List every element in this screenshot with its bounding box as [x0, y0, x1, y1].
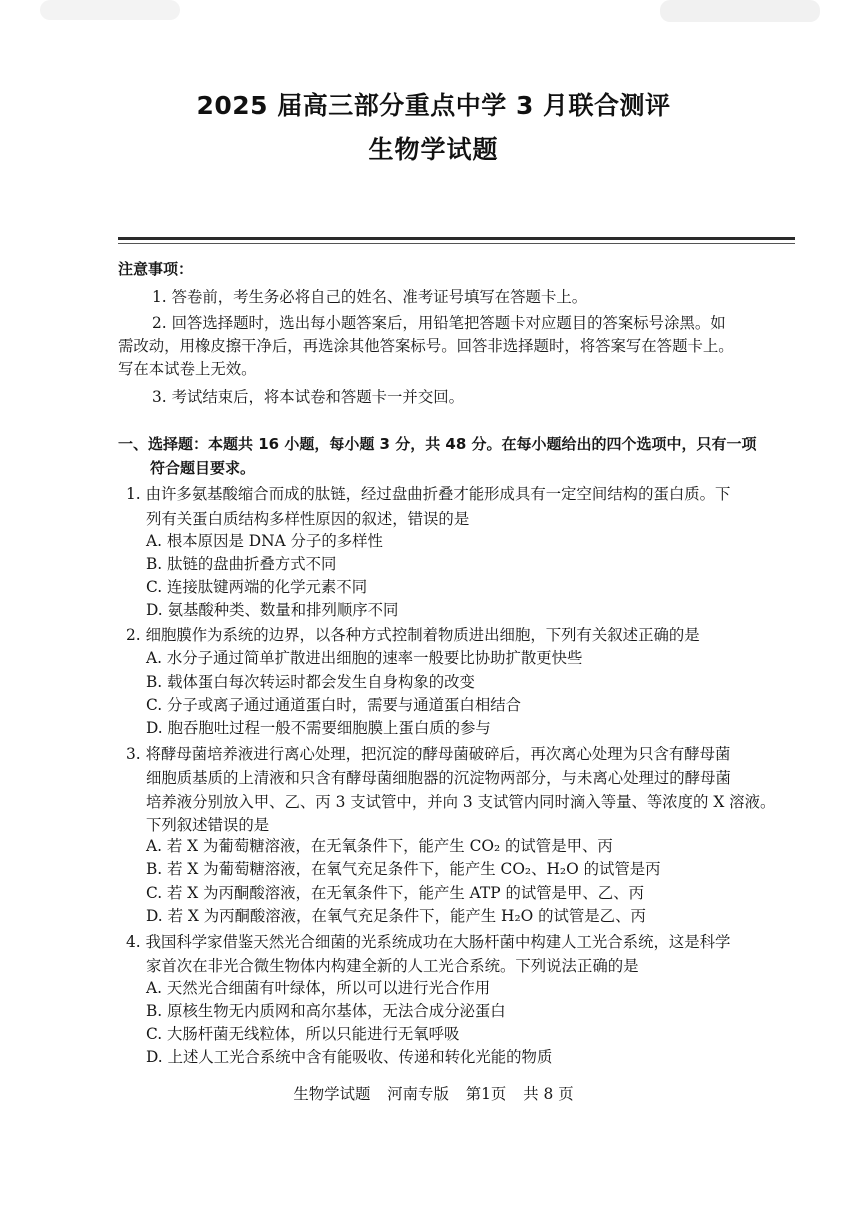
- option-a: A. 若 X 为葡萄糖溶液，在无氧条件下，能产生 CO₂ 的试管是甲、丙: [146, 837, 613, 855]
- section-heading: 一、选择题：本题共 16 小题，每小题 3 分，共 48 分。在每小题给出的四个选项中，只有一项: [118, 435, 757, 453]
- option-a: A. 根本原因是 DNA 分子的多样性: [146, 532, 383, 550]
- notice-item: 1. 答卷前，考生务必将自己的姓名、准考证号填写在答题卡上。: [152, 288, 588, 306]
- option-c: C. 大肠杆菌无线粒体，所以只能进行无氧呼吸: [146, 1025, 460, 1043]
- exam-subtitle: 生物学试题: [368, 135, 499, 164]
- question-stem: 列有关蛋白质结构多样性原因的叙述，错误的是: [146, 510, 470, 528]
- question-stem: 3. 将酵母菌培养液进行离心处理，把沉淀的酵母菌破碎后，再次离心处理为只含有酵母菌: [126, 745, 731, 763]
- option-d: D. 氨基酸种类、数量和排列顺序不同: [146, 601, 399, 619]
- section-heading-continued: 符合题目要求。: [150, 459, 256, 477]
- footer-page-total: 共 8 页: [523, 1085, 574, 1103]
- question-stem: 家首次在非光合微生物体内构建全新的人工光合系统。下列说法正确的是: [146, 957, 639, 975]
- option-c: C. 连接肽键两端的化学元素不同: [146, 578, 368, 596]
- footer-page-number: 第1页: [465, 1085, 507, 1103]
- question-stem: 培养液分别放入甲、乙、丙 3 支试管中，并向 3 支试管内同时滴入等量、等浓度的 X 溶液。: [146, 793, 776, 811]
- question-stem: 4. 我国科学家借鉴天然光合细菌的光系统成功在大肠杆菌中构建人工光合系统，这是科学: [126, 933, 731, 951]
- question-stem: 1. 由许多氨基酸缩合而成的肽链，经过盘曲折叠才能形成具有一定空间结构的蛋白质。下: [126, 485, 731, 503]
- option-a: A. 水分子通过简单扩散进出细胞的速率一般要比协助扩散更快些: [146, 649, 583, 667]
- scan-smudge: [40, 0, 180, 20]
- question-stem: 细胞质基质的上清液和只含有酵母菌细胞器的沉淀物两部分，与未离心处理过的酵母菌: [146, 769, 731, 787]
- question-stem: 2. 细胞膜作为系统的边界，以各种方式控制着物质进出细胞，下列有关叙述正确的是: [126, 626, 700, 644]
- option-d: D. 胞吞胞吐过程一般不需要细胞膜上蛋白质的参与: [146, 719, 491, 737]
- notice-item: 3. 考试结束后，将本试卷和答题卡一并交回。: [152, 388, 464, 406]
- notice-item-continued: 写在本试卷上无效。: [118, 360, 257, 378]
- option-b: B. 若 X 为葡萄糖溶液，在氧气充足条件下，能产生 CO₂、H₂O 的试管是丙: [146, 860, 661, 878]
- page-footer: [0, 1082, 867, 1104]
- option-d: D. 若 X 为丙酮酸溶液，在氧气充足条件下，能产生 H₂O 的试管是乙、丙: [146, 907, 646, 925]
- notice-item: 2. 回答选择题时，选出每小题答案后，用铅笔把答题卡对应题目的答案标号涂黑。如: [152, 314, 726, 332]
- option-c: C. 若 X 为丙酮酸溶液，在无氧条件下，能产生 ATP 的试管是甲、乙、丙: [146, 884, 644, 902]
- footer-subject: 生物学试题: [293, 1085, 371, 1103]
- option-a: A. 天然光合细菌有叶绿体，所以可以进行光合作用: [146, 979, 491, 997]
- exam-title: 2025 届高三部分重点中学 3 月联合测评: [196, 91, 671, 120]
- option-b: B. 原核生物无内质网和高尔基体，无法合成分泌蛋白: [146, 1002, 506, 1020]
- footer-edition: 河南专版: [387, 1085, 449, 1103]
- question-stem: 下列叙述错误的是: [146, 816, 270, 834]
- notice-item-continued: 需改动，用橡皮擦干净后，再选涂其他答案标号。回答非选择题时，将答案写在答题卡上。: [118, 337, 734, 355]
- header-divider-thin: [118, 243, 795, 244]
- header-divider: [118, 237, 795, 240]
- option-b: B. 肽链的盘曲折叠方式不同: [146, 555, 337, 573]
- notice-heading: 注意事项：: [118, 260, 194, 278]
- option-d: D. 上述人工光合系统中含有能吸收、传递和转化光能的物质: [146, 1048, 553, 1066]
- option-c: C. 分子或离子通过通道蛋白时，需要与通道蛋白相结合: [146, 696, 521, 714]
- option-b: B. 载体蛋白每次转运时都会发生自身构象的改变: [146, 673, 475, 691]
- scan-smudge: [660, 0, 820, 22]
